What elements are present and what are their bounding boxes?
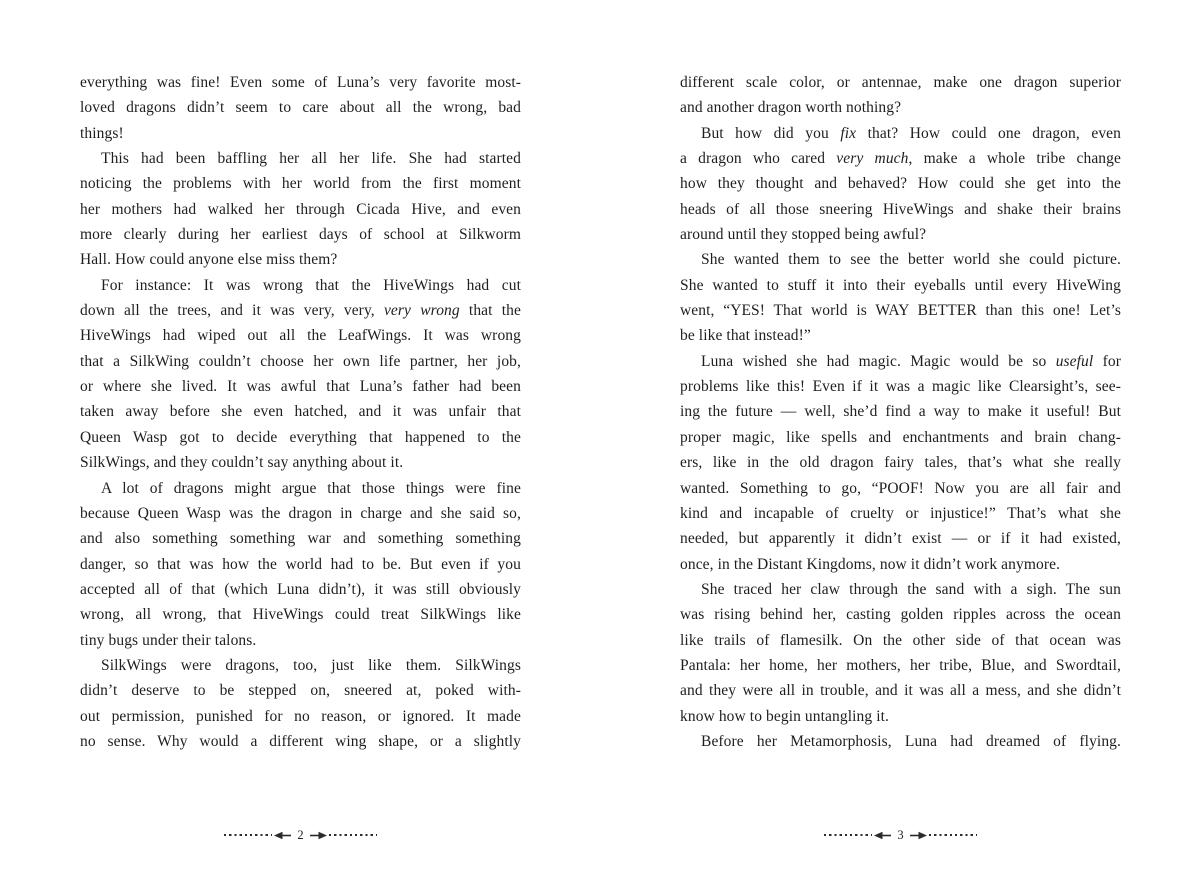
page-text: [80, 70, 521, 754]
text-run: wanted. Something to go, “POOF! Now you are all fair and: [680, 479, 1121, 497]
text-line: [680, 146, 1121, 171]
italic-text-run: very much: [836, 150, 909, 168]
text-run: Hall. How could anyone else miss them?: [80, 251, 338, 269]
text-line: [680, 323, 1121, 348]
page-footer: [680, 828, 1121, 842]
dotted-rule: [224, 834, 272, 836]
text-line: [80, 476, 521, 501]
text-run: like trails of flamesilk. On the other side of that ocean was: [680, 631, 1121, 649]
text-run: her mothers had walked her through Cicada Hive, and even: [80, 200, 521, 218]
text-run: out permission, punished for no reason, or ignored. It made: [80, 707, 521, 725]
text-line: [680, 729, 1121, 754]
text-line: [80, 146, 521, 171]
italic-text-run: very wrong: [383, 302, 460, 320]
text-line: [680, 501, 1121, 526]
text-run: Before her Metamorphosis, Luna had dreamed of flying.: [701, 732, 1121, 750]
text-line: [80, 399, 521, 424]
text-line: [680, 95, 1121, 120]
text-run: needed, but apparently it didn’t exist — or if it had existed,: [680, 530, 1121, 548]
text-line: [80, 653, 521, 678]
text-line: [80, 197, 521, 222]
text-run: HiveWings had wiped out all the LeafWings. It was wrong: [80, 327, 521, 345]
text-line: [80, 349, 521, 374]
text-run: She wanted them to see the better world she could picture.: [701, 251, 1121, 269]
text-run: proper magic, like spells and enchantments and brain chang-: [680, 428, 1121, 446]
text-line: [680, 526, 1121, 551]
text-line: [80, 121, 521, 146]
text-line: [80, 273, 521, 298]
text-line: [680, 247, 1121, 272]
text-line: [680, 653, 1121, 678]
text-line: [80, 526, 521, 551]
text-line: [680, 678, 1121, 703]
text-line: [80, 374, 521, 399]
text-line: [80, 628, 521, 653]
text-run: for: [1093, 352, 1121, 370]
page-text: [680, 70, 1121, 754]
text-line: [80, 501, 521, 526]
text-line: [680, 222, 1121, 247]
text-run: kind and incapable of cruelty or injustice!” That’s what she: [680, 504, 1121, 522]
text-run: Pantala: her home, her mothers, her tribe, Blue, and Swordtail,: [680, 656, 1121, 674]
text-run: problems like this! Even if it was a magic like Clearsight’s, see-: [680, 378, 1121, 396]
text-line: [680, 298, 1121, 323]
text-line: [680, 70, 1121, 95]
text-run: wrong, all wrong, that HiveWings could treat SilkWings like: [80, 606, 521, 624]
text-run: ing the future — well, she’d find a way to make it useful! But: [680, 403, 1121, 421]
text-line: [680, 602, 1121, 627]
text-run: ers, like in the old dragon fairy tales, that’s what she really: [680, 454, 1121, 472]
italic-text-run: useful: [1055, 352, 1094, 370]
text-run: more clearly during her earliest days of school at Silkworm: [80, 226, 521, 244]
text-line: [80, 729, 521, 754]
text-run: heads of all those sneering HiveWings and shake their brains: [680, 200, 1121, 218]
text-run: and also something something war and something something: [80, 530, 521, 548]
text-run: She wanted to stuff it into their eyeballs until every HiveWing: [680, 276, 1121, 294]
text-run: taken away before she even hatched, and it was unfair that: [80, 403, 521, 421]
right-arrow-icon: [910, 831, 927, 840]
text-run: didn’t deserve to be stepped on, sneered at, poked with-: [80, 682, 521, 700]
text-line: [80, 247, 521, 272]
text-line: [80, 323, 521, 348]
text-run: , make a whole tribe change: [908, 150, 1121, 168]
text-run: Queen Wasp got to decide everything that happened to the: [80, 428, 521, 446]
italic-text-run: fix: [840, 124, 857, 142]
text-run: Luna wished she had magic. Magic would be so: [701, 352, 1056, 370]
text-line: [680, 577, 1121, 602]
text-run: loved dragons didn’t seem to care about all the wrong, bad: [80, 99, 521, 117]
text-line: [80, 222, 521, 247]
page-number: 2: [297, 828, 304, 842]
text-line: [80, 450, 521, 475]
text-run: that a SilkWing couldn’t choose her own life partner, her job,: [80, 352, 521, 370]
text-run: how they thought and behaved? How could she get into the: [680, 175, 1121, 193]
text-run: danger, so that was how the world had to be. But even if you: [80, 555, 521, 573]
right-arrow-icon: [310, 831, 327, 840]
text-run: around until they stopped being awful?: [680, 226, 927, 244]
text-line: [80, 171, 521, 196]
page-footer: [80, 828, 521, 842]
text-run: She traced her claw through the sand with a sigh. The sun: [701, 580, 1121, 598]
text-line: [680, 628, 1121, 653]
text-run: SilkWings, and they couldn’t say anything about it.: [80, 454, 404, 472]
text-line: [680, 704, 1121, 729]
text-run: went, “YES! That world is WAY BETTER than this one! Let’s: [680, 302, 1121, 320]
text-line: [680, 374, 1121, 399]
left-arrow-icon: [274, 831, 291, 840]
text-run: tiny bugs under their talons.: [80, 631, 257, 649]
text-line: [80, 602, 521, 627]
text-line: [80, 678, 521, 703]
text-run: once, in the Distant Kingdoms, now it didn’t work anymore.: [680, 555, 1061, 573]
book-page-right: [680, 70, 1121, 860]
text-run: and another dragon worth nothing?: [680, 99, 902, 117]
text-run: different scale color, or antennae, make one dragon superior: [680, 74, 1121, 91]
text-run: A lot of dragons might argue that those things were fine: [101, 479, 521, 497]
text-run: everything was fine! Even some of Luna’s very favorite most-: [80, 74, 521, 91]
text-run: that the: [459, 302, 521, 320]
text-run: a dragon who cared: [680, 150, 837, 168]
text-line: [680, 476, 1121, 501]
text-line: [680, 121, 1121, 146]
text-line: [80, 704, 521, 729]
text-line: [680, 552, 1121, 577]
text-line: [80, 95, 521, 120]
text-run: and they were all in trouble, and it was all a mess, and she didn’t: [680, 682, 1121, 700]
text-line: [680, 399, 1121, 424]
text-run: was rising behind her, casting golden ripples across the ocean: [680, 606, 1121, 624]
text-run: accepted all of that (which Luna didn’t), it was still obviously: [80, 580, 521, 598]
dotted-rule: [929, 834, 977, 836]
text-line: [680, 171, 1121, 196]
text-line: [80, 552, 521, 577]
text-line: [680, 273, 1121, 298]
text-line: [80, 425, 521, 450]
text-run: or where she lived. It was awful that Luna’s father had been: [80, 378, 521, 396]
text-run: know how to begin untangling it.: [680, 707, 889, 725]
text-line: [80, 577, 521, 602]
left-arrow-icon: [874, 831, 891, 840]
text-line: [680, 425, 1121, 450]
text-run: no sense. Why would a different wing shape, or a slightly: [80, 732, 521, 750]
text-line: [680, 450, 1121, 475]
text-run: things!: [80, 124, 124, 142]
text-line: [680, 197, 1121, 222]
dotted-rule: [329, 834, 377, 836]
dotted-rule: [824, 834, 872, 836]
text-run: SilkWings were dragons, too, just like them. SilkWings: [101, 656, 521, 674]
text-run: that? How could one dragon, even: [856, 124, 1121, 142]
text-line: [80, 298, 521, 323]
text-run: because Queen Wasp was the dragon in charge and she said so,: [80, 504, 521, 522]
text-run: down all the trees, and it was very, very,: [80, 302, 384, 320]
page-number: 3: [897, 828, 904, 842]
text-run: This had been baffling her all her life. She had started: [101, 150, 521, 168]
text-line: [80, 70, 521, 95]
text-line: [680, 349, 1121, 374]
text-run: noticing the problems with her world from the first moment: [80, 175, 521, 193]
text-run: For instance: It was wrong that the HiveWings had cut: [101, 276, 521, 294]
text-run: be like that instead!”: [680, 327, 811, 345]
book-page-left: [80, 70, 521, 860]
text-run: But how did you: [701, 124, 841, 142]
